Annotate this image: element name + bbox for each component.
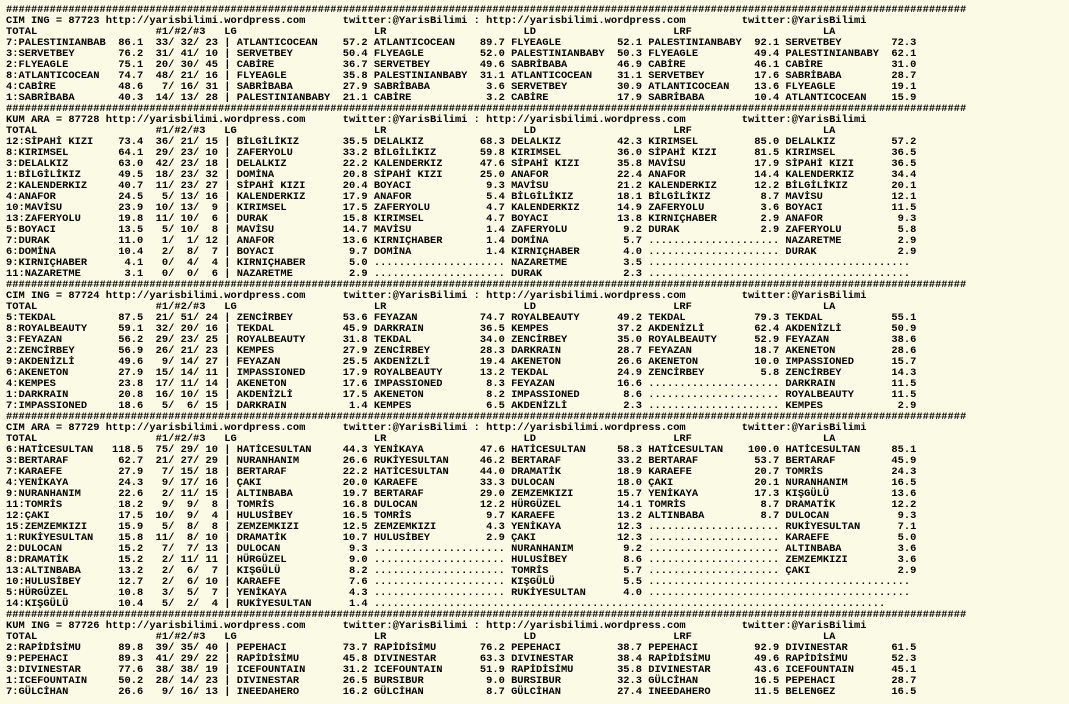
text-line: 4:ANAFOR 24.5 5/ 13/ 16 | KALENDERKIZ 17.9 ANAFOR 5.4 BİLGİLİKIZ 18.1 BİLGİLİKIZ 8.7 MAVİSU 12.1 — [6, 191, 917, 203]
text-line: 3:BERTARAF 62.7 21/ 27/ 29 | NURANHANIM 26.6 RUKİYESULTAN 46.2 BERTARAF 33.2 BERTARAF 53.7 BERTARAF 45.9 — [6, 455, 917, 467]
text-line: 8:ATLANTICOCEAN 74.7 48/ 21/ 16 | FLYEAGLE 35.8 PALESTINIANBABY 31.1 ATLANTICOCEAN 31.1 SERVETBEY 17.6 SABRİBABA 28.7 — [6, 70, 917, 82]
text-line: 9:PEPEHACI 89.3 41/ 29/ 22 | RAPİDİSİMU 45.8 DIVINESTAR 63.3 DIVINESTAR 38.4 RAPİDİSİMU 49.6 RAPİDİSİMU 52.3 — [6, 653, 917, 665]
text-line: TOTAL #1/#2/#3 LG LR LD LRF LA — [6, 125, 836, 137]
text-line: 5:HÜRGÜZEL 10.8 3/ 5/ 7 | YENİKAYA 4.3 ..................... RUKİYESULTAN 4.0 .......................................... — [6, 587, 911, 599]
text-line: 1:SABRİBABA 40.3 14/ 13/ 28 | PALESTINIANBABY 21.1 CABİRE 3.2 CABİRE 17.9 SABRİBABA 10.4 ATLANTICOCEAN 15.9 — [6, 92, 917, 104]
text-line: 5:TEKDAL 87.5 21/ 51/ 24 | ZENCİRBEY 53.6 FEYAZAN 74.7 ROYALBEAUTY 49.2 TEKDAL 79.3 TEKDAL 55.1 — [6, 312, 917, 324]
text-line: 2:KALENDERKIZ 40.7 11/ 23/ 27 | SİPAHİ KIZI 20.4 BOYACI 9.3 MAVİSU 21.2 KALENDERKIZ 12.2 BİLGİLİKIZ 20.1 — [6, 180, 917, 192]
text-line: 7:KARAEFE 27.9 7/ 15/ 18 | BERTARAF 22.2 HATİCESULTAN 44.0 DRAMATİK 18.9 KARAEFE 20.7 TOMRİS 24.3 — [6, 466, 917, 478]
text-line: 5:BOYACI 13.5 5/ 10/ 8 | MAVİSU 14.7 MAVİSU 1.4 ZAFERYOLU 9.2 DURAK 2.9 ZAFERYOLU 5.8 — [6, 224, 917, 236]
text-line: 9:AKDENİZLİ 49.6 9/ 14/ 27 | FEYAZAN 25.5 AKDENİZLİ 19.4 AKENETON 26.6 AKENETON 10.0 IMPASSIONED 15.7 — [6, 356, 917, 368]
text-line: TOTAL #1/#2/#3 LG LR LD LRF LA — [6, 26, 836, 38]
separator-line: ########################################################################################################################################################## — [6, 103, 967, 115]
text-line: 14:KIŞGÜLÜ 10.4 5/ 2/ 4 | RUKİYESULTAN 1.4 .................................................................................. — [6, 598, 886, 610]
text-line: 3:DELALKIZ 63.0 42/ 23/ 18 | DELALKIZ 22.2 KALENDERKIZ 47.6 SİPAHİ KIZI 35.8 MAVİSU 17.9 SİPAHİ KIZI 36.5 — [6, 158, 917, 170]
text-line: 12:ÇAKI 17.5 10/ 9/ 4 | HULUSİBEY 16.5 TOMRİS 9.7 KARAEFE 13.2 ALTINBABA 8.7 DULOCAN 9.3 — [6, 510, 917, 522]
text-line: 2:DULOCAN 15.2 7/ 7/ 13 | DULOCAN 9.3 ..................... NURANHANIM 9.2 ..................... ALTINBABA 3.6 — [6, 543, 917, 555]
text-line: TOTAL #1/#2/#3 LG LR LD LRF LA — [6, 631, 836, 643]
text-line: 8:DRAMATİK 15.2 2/ 11/ 11 | HÜRGÜZEL 9.0 ..................... HULUSİBEY 8.6 ..................... ZEMZEMKIZI 3.6 — [6, 554, 917, 566]
text-line: 13:ALTINBABA 13.2 2/ 6/ 7 | KIŞGÜLÜ 8.2 ..................... TOMRİS 5.7 ..................... ÇAKI 2.9 — [6, 565, 917, 577]
separator-line: ########################################################################################################################################################## — [6, 279, 967, 291]
text-line: 1:ICEFOUNTAIN 50.2 28/ 14/ 23 | DIVINESTAR 26.5 BURSIBUR 9.0 BURSIBUR 32.3 GÜLCİHAN 16.5 PEPEHACI 28.7 — [6, 675, 917, 687]
text-line: 3:FEYAZAN 56.2 29/ 23/ 25 | ROYALBEAUTY 31.8 TEKDAL 34.0 ZENCİRBEY 35.0 ROYALBEAUTY 52.9 FEYAZAN 38.6 — [6, 334, 917, 346]
text-line: 1:RUKİYESULTAN 15.8 11/ 8/ 10 | DRAMATİK 10.7 HULUSİBEY 2.9 ÇAKI 12.3 ..................... KARAEFE 5.0 — [6, 532, 917, 544]
text-line: 7:GÜLCİHAN 26.6 9/ 16/ 13 | INEEDAHERO 16.2 GÜLCİHAN 8.7 GÜLCİHAN 27.4 INEEDAHERO 11.5 BELENGEZ 16.5 — [6, 686, 917, 698]
text-line: 6:AKENETON 27.9 15/ 14/ 11 | IMPASSIONED 17.9 ROYALBEAUTY 13.2 TEKDAL 24.9 ZENCİRBEY 5.8 ZENCİRBEY 14.3 — [6, 367, 917, 379]
text-line: KUM ING = 87726 http://yarisbilimi.wordpress.com twitter:@YarisBilimi : http://yarisbilimi.wordpress.com twitter:@YarisBilimi — [6, 620, 867, 632]
text-line: 3:DIVINESTAR 77.6 38/ 38/ 19 | ICEFOUNTAIN 31.2 ICEFOUNTAIN 51.9 RAPİDİSİMU 35.8 DIVINESTAR 43.6 ICEFOUNTAIN 45.1 — [6, 664, 917, 676]
text-line: 15:ZEMZEMKIZI 15.9 5/ 8/ 8 | ZEMZEMKIZI 12.5 ZEMZEMKIZI 4.3 YENİKAYA 12.3 ..................... RUKİYESULTAN 7.1 — [6, 521, 917, 533]
text-line: 2:FLYEAGLE 75.1 20/ 30/ 45 | CABİRE 36.7 SERVETBEY 49.6 SABRİBABA 46.9 CABİRE 46.1 CABİRE 31.0 — [6, 59, 917, 71]
text-line: 11:NAZARETME 3.1 0/ 0/ 6 | NAZARETME 2.9 ..................... DURAK 2.3 .......................................... — [6, 268, 911, 280]
text-line: 6:HATİCESULTAN 118.5 75/ 29/ 10 | HATİCESULTAN 44.3 YENİKAYA 47.6 HATİCESULTAN 58.3 HATİCESULTAN 100.0 HATİCESULTAN 85.1 — [6, 444, 917, 456]
text-line: 2:ZENCİRBEY 56.9 26/ 21/ 23 | KEMPES 27.9 ZENCİRBEY 28.3 DARKRAIN 28.7 FEYAZAN 18.7 AKENETON 28.6 — [6, 345, 917, 357]
text-line: 1:DARKRAIN 20.8 16/ 10/ 15 | AKDENİZLİ 17.5 AKENETON 8.2 IMPASSIONED 8.6 ..................... ROYALBEAUTY 11.5 — [6, 389, 917, 401]
text-line: 6:DOMİNA 10.4 2/ 8/ 7 | BOYACI 9.7 DOMİNA 1.4 KIRNIÇHABER 4.0 ..................... DURAK 2.9 — [6, 246, 917, 258]
separator-line: ########################################################################################################################################################## — [6, 609, 967, 621]
text-line: 7:DURAK 11.0 1/ 1/ 12 | ANAFOR 13.6 KIRNIÇHABER 1.4 DOMİNA 5.7 ..................... NAZARETME 2.9 — [6, 235, 917, 247]
text-line: KUM ARA = 87728 http://yarisbilimi.wordpress.com twitter:@YarisBilimi : http://yarisbilimi.wordpress.com twitter:@YarisBilimi — [6, 114, 867, 126]
text-line: CIM ING = 87723 http://yarisbilimi.wordpress.com twitter:@YarisBilimi : http://yarisbilimi.wordpress.com twitter:@YarisBilimi — [6, 15, 867, 27]
text-line: 4:KEMPES 23.8 17/ 11/ 14 | AKENETON 17.6 IMPASSIONED 8.3 FEYAZAN 16.6 ..................... DARKRAIN 11.5 — [6, 378, 917, 390]
text-line: 3:SERVETBEY 76.2 31/ 41/ 10 | SERVETBEY 50.4 FLYEAGLE 52.0 PALESTINIANBABY 50.3 FLYEAGLE 49.4 PALESTINIANBABY 62.1 — [6, 48, 917, 60]
text-line: 2:RAPİDİSİMU 89.8 39/ 35/ 40 | PEPEHACI 73.7 RAPİDİSİMU 76.2 PEPEHACI 38.7 PEPEHACI 92.9 DIVINESTAR 61.5 — [6, 642, 917, 654]
text-line: 1:BİLGİLİKIZ 49.5 18/ 23/ 32 | DOMİNA 20.8 SİPAHİ KIZI 25.0 ANAFOR 22.4 ANAFOR 14.4 KALENDERKIZ 34.4 — [6, 169, 917, 181]
text-line: 9:KIRNIÇHABER 4.1 0/ 4/ 4 | KIRNIÇHABER 5.0 ..................... NAZARETME 3.5 .......................................... — [6, 257, 911, 269]
text-line: 10:HULUSİBEY 12.7 2/ 6/ 10 | KARAEFE 7.6 ..................... KIŞGÜLÜ 5.5 .......................................... — [6, 576, 911, 588]
text-line: CIM ING = 87724 http://yarisbilimi.wordpress.com twitter:@YarisBilimi : http://yarisbilimi.wordpress.com twitter:@YarisBilimi — [6, 290, 867, 302]
separator-line: ########################################################################################################################################################## — [6, 4, 967, 16]
text-line: 10:MAVİSU 23.9 10/ 13/ 9 | KIRIMSEL 17.5 ZAFERYOLU 4.7 KALENDERKIZ 14.9 ZAFERYOLU 3.6 BOYACI 11.5 — [6, 202, 917, 214]
separator-line: ########################################################################################################################################################## — [6, 411, 967, 423]
text-line: TOTAL #1/#2/#3 LG LR LD LRF LA — [6, 301, 836, 313]
text-line: 7:IMPASSIONED 18.6 5/ 6/ 15 | DARKRAIN 1.4 KEMPES 6.5 AKDENİZLİ 2.3 ..................... KEMPES 2.9 — [6, 400, 917, 412]
text-line: 8:ROYALBEAUTY 59.1 32/ 20/ 16 | TEKDAL 45.9 DARKRAIN 36.5 KEMPES 37.2 AKDENİZLİ 62.4 AKDENİZLİ 50.9 — [6, 323, 917, 335]
text-line: 4:CABİRE 48.6 7/ 16/ 31 | SABRİBABA 27.9 SABRİBABA 3.6 SERVETBEY 30.9 ATLANTICOCEAN 13.6 FLYEAGLE 19.1 — [6, 81, 917, 93]
text-line: 12:SİPAHİ KIZI 73.4 36/ 21/ 15 | BİLGİLİKIZ 35.5 DELALKIZ 68.3 DELALKIZ 42.3 KIRIMSEL 85.0 DELALKIZ 57.2 — [6, 136, 917, 148]
text-line: 4:YENİKAYA 24.3 9/ 17/ 16 | ÇAKI 20.0 KARAEFE 33.3 DULOCAN 18.0 ÇAKI 20.1 NURANHANIM 16.5 — [6, 477, 917, 489]
text-line: 8:KIRIMSEL 64.1 29/ 23/ 10 | ZAFERYOLU 33.2 BİLGİLİKIZ 59.8 KIRIMSEL 36.0 SİPAHİ KIZI 81.5 KIRIMSEL 36.5 — [6, 147, 917, 159]
text-line: 9:NURANHANIM 22.6 2/ 11/ 15 | ALTINBABA 19.7 BERTARAF 29.0 ZEMZEMKIZI 15.7 YENİKAYA 17.3 KIŞGÜLÜ 13.6 — [6, 488, 917, 500]
text-line: 11:TOMRİS 18.2 9/ 9/ 8 | TOMRİS 16.8 DULOCAN 12.2 HÜRGÜZEL 14.1 TOMRİS 8.7 DRAMATİK 12.2 — [6, 499, 917, 511]
text-line: CIM ARA = 87729 http://yarisbilimi.wordpress.com twitter:@YarisBilimi : http://yarisbilimi.wordpress.com twitter:@YarisBilimi — [6, 422, 867, 434]
text-line: 13:ZAFERYOLU 19.8 11/ 10/ 6 | DURAK 15.8 KIRIMSEL 4.7 BOYACI 13.8 KIRNIÇHABER 2.9 ANAFOR 9.3 — [6, 213, 917, 225]
text-line: TOTAL #1/#2/#3 LG LR LD LRF LA — [6, 433, 836, 445]
text-line: 7:PALESTINIANBAB 86.1 33/ 32/ 23 | ATLANTICOCEAN 57.2 ATLANTICOCEAN 89.7 FLYEAGLE 52.1 PALESTINIANBABY 92.1 SERVETBEY 72.3 — [6, 37, 917, 49]
